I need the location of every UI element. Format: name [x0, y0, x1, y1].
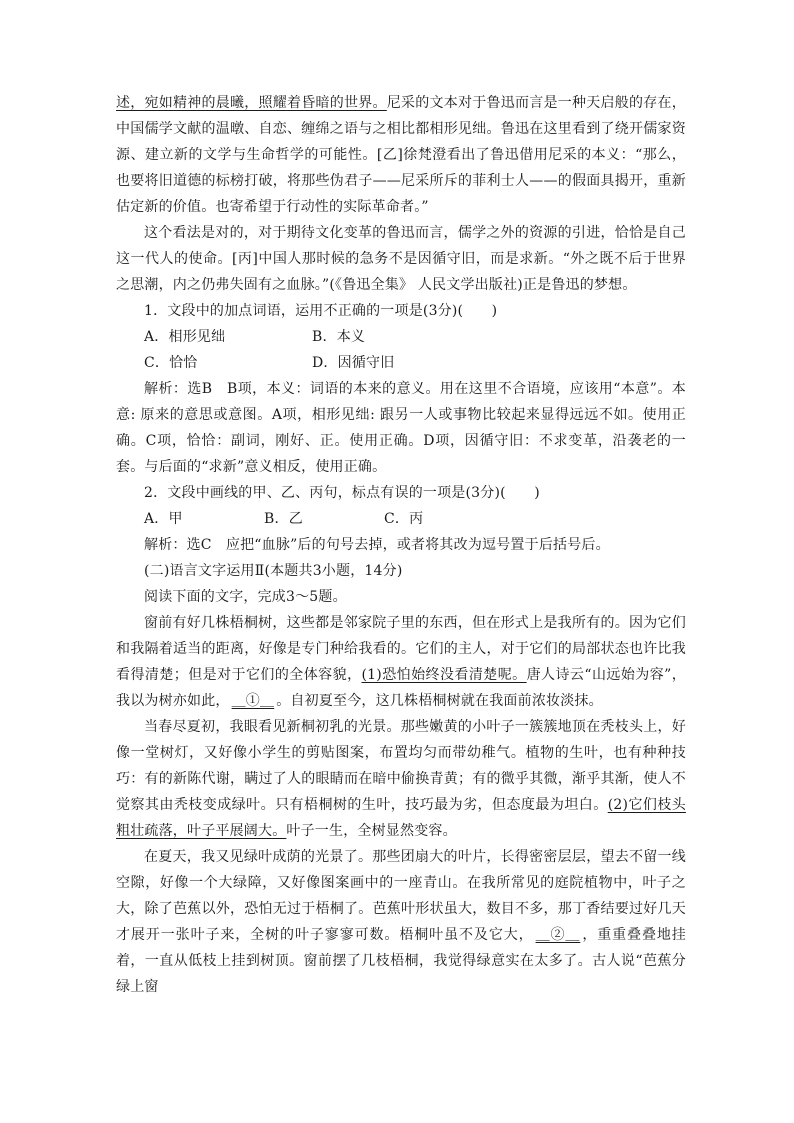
- section2-heading: (二)语言文字运用Ⅱ(本题共3小题，14分): [144, 563, 403, 579]
- passage2-paragraph2-text-a: 当春尽夏初，我眼看见新桐初乳的光景。那些嫩黄的小叶子一簇簇地顶在秃枝头上，好像一堂树灯，又好像小学生的剪贴图案，布置均匀而带幼稚气。植物的生叶，也有种种技巧：有的新陈代谢，瞒过了人的眼睛而在暗中偷换青黄；有的微乎其微，渐乎其渐，使人不觉察其由秃枝变成绿叶。只有梧桐树的生叶，技巧最为劣，但态度最为坦白。: [116, 719, 686, 813]
- question2-stem: 2．文段中画线的甲、乙、丙句，标点有误的一项是(3分)( ): [144, 485, 540, 501]
- question2-options: [116, 506, 686, 532]
- passage1-paragraph1: [116, 90, 686, 220]
- question2-option-b: B．乙: [264, 511, 303, 527]
- passage2-paragraph1-text-a: 窗前有好几株梧桐树，这些都是邻家院子里的东西，但在形式上是我所有的。因为它们和我隔着适当的距离，好像是专门种给我看的。它们的主人，对于它们的局部状态也许比我看得清楚；但是对于它们的全体容貌，: [116, 615, 686, 683]
- passage1-paragraph1-text: 尼采的文本对于鲁迅而言是一种天启般的存在，中国儒学文献的温暾、自恋、缠绵之语与之相比都相形见绌。鲁迅在这里看到了绕开儒家资源、建立新的文学与生命哲学的可能性。[乙]徐梵澄看出了鲁迅借用尼采的本义：“那么，也要将旧道德的标榜打破，将那些伪君子——尼采所斥的菲利士人——的假面具揭开，重新估定新的价值。也寄希望于行动性的实际革命者。”: [116, 95, 686, 215]
- question2-option-c: C．丙: [384, 511, 424, 527]
- question1-stem: 1．文段中的加点词语，运用不正确的一项是(3分)( ): [144, 303, 498, 319]
- fill-blank-1: ＿①＿: [231, 693, 275, 709]
- passage2-paragraph1: [116, 610, 686, 714]
- question1-options-row2: [116, 350, 686, 376]
- question2-analysis: 解析：选C 应把“血脉”后的句号去掉，或者将其改为逗号置于后括号后。: [144, 537, 610, 553]
- passage1-paragraph2: 这个看法是对的，对于期待文化变革的鲁迅而言，儒学之外的资源的引进，恰恰是自己这一代人的使命。[丙]中国人那时候的急务不是因循守旧，而是求新。“外之既不后于世界之思潮，内之仍弗失固有之血脉。”(《鲁迅全集》 人民文学出版社)正是鲁迅的梦想。: [116, 225, 686, 293]
- passage2-paragraph2-text-b: 叶子一生，全树显然变容。: [286, 823, 457, 839]
- section2-instruction: 阅读下面的文字，完成3～5题。: [144, 589, 347, 605]
- underlined-sentence-1: (1)恐怕始终没看清楚呢。: [361, 667, 527, 683]
- passage2-paragraph3-text-a: 在夏天，我又见绿叶成荫的光景了。那些团扇大的叶片，长得密密层层，望去不留一线空隙，好像一个大绿障，又好像图案画中的一座青山。在我所常见的庭院植物中，叶子之大，除了芭蕉以外，恐怕无过于梧桐了。芭蕉叶形状虽大，数目不多，那丁香结要过好几天才展开一张叶子来，全树的叶子寥寥可数。梧桐叶虽不及它大，: [116, 849, 686, 943]
- fill-blank-2: ＿②＿: [535, 927, 581, 943]
- passage2-paragraph3-text-b: ，重重叠叠地挂着，一直从低枝上挂到树顶。窗前摆了几枝梧桐，我觉得绿意实在太多了。古人说“芭蕉分绿上窗: [116, 927, 686, 995]
- document-page: [116, 90, 686, 1000]
- underlined-sentence-jia: 述，宛如精神的晨曦，照耀着昏暗的世界。: [116, 95, 387, 111]
- passage2-paragraph3: [116, 844, 686, 1000]
- question2-option-a: A．甲: [144, 511, 183, 527]
- underlined-sentence-2: (2)它们枝头粗壮疏落，叶子平展阔大。: [116, 797, 686, 839]
- question1-options-row1: [116, 324, 686, 350]
- question1-option-d: D．因循守旧: [312, 355, 395, 371]
- question1-analysis: 解析：选B B项，本义：词语的本来的意义。用在这里不合语境，应该用“本意”。本意: 原来的意思或意图。A项，相形见绌: 跟另一人或事物比较起来显得远远不如。使用正确。C项，恰恰：副词，刚好、正。使用正确。D项，因循守旧：不求变革，沿袭老的一套。与后面的“求新”意义相反，使用正确。: [116, 381, 686, 475]
- passage2-paragraph1-text-c: 。自初夏至今，这几株梧桐树就在我面前浓妆淡抹。: [276, 693, 603, 709]
- passage2-paragraph2: [116, 714, 686, 844]
- question1-option-a: A．相形见绌: [144, 329, 226, 345]
- question1-option-c: C．恰恰: [144, 355, 198, 371]
- passage2-paragraph1-text-b: 唐人诗云“山远始为容”，我以为树亦如此，: [116, 667, 686, 709]
- question1-option-b: B．本义: [312, 329, 366, 345]
